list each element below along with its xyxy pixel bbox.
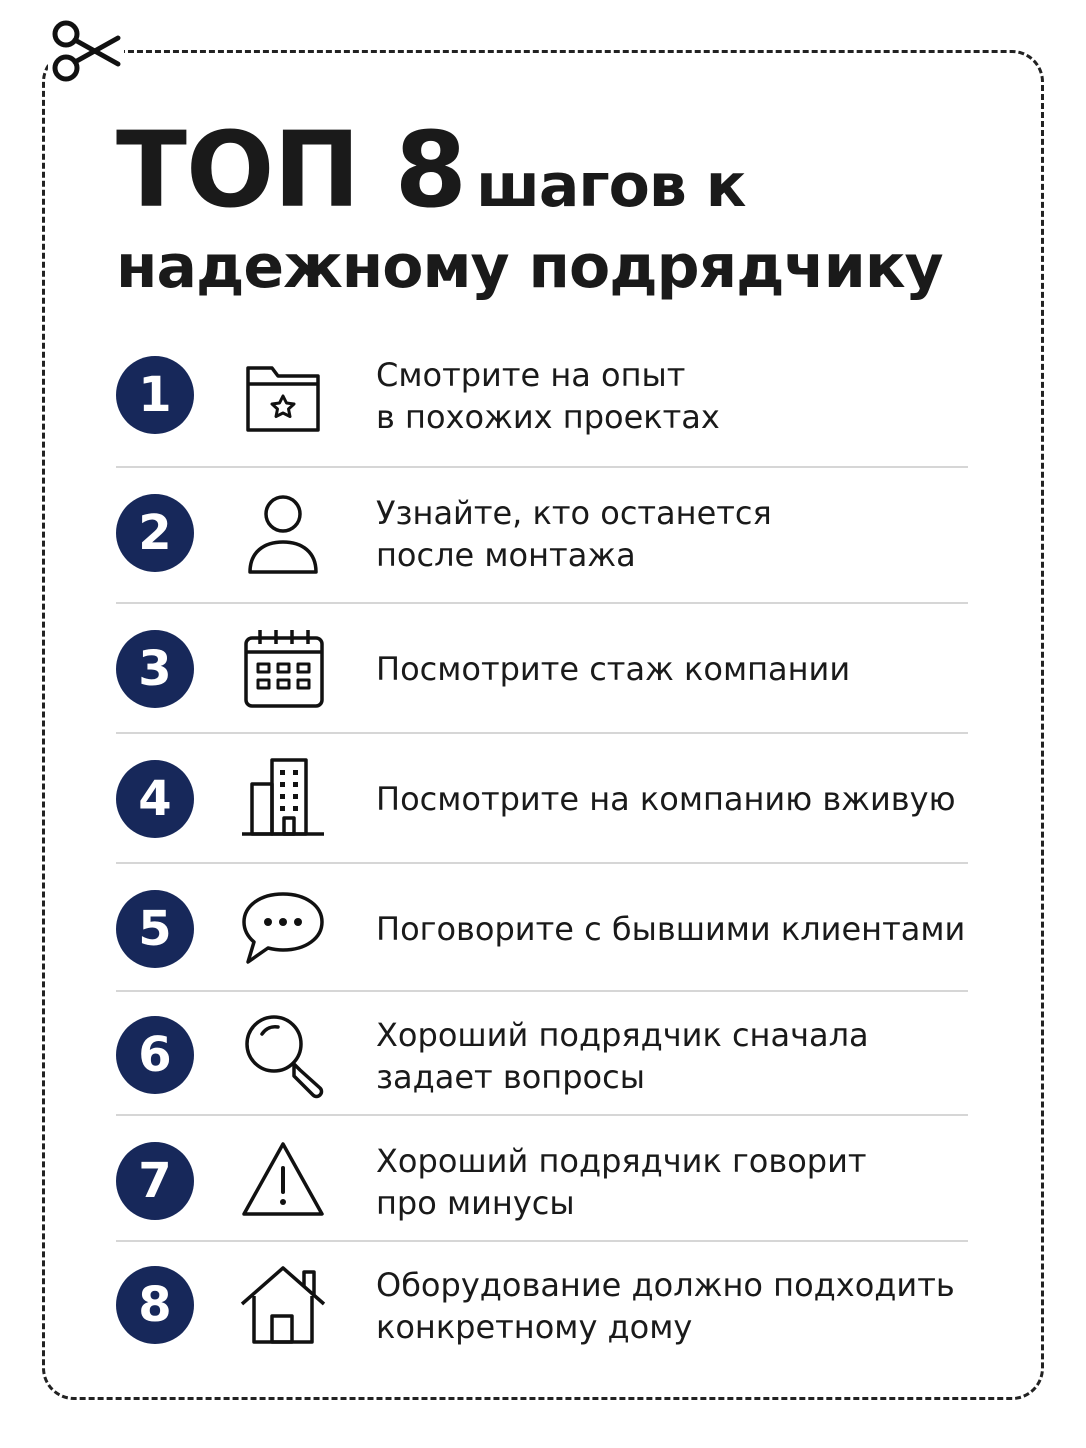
step-text: Смотрите на опыт в похожих проектах bbox=[376, 356, 720, 436]
step-text: Посмотрите на компанию вживую bbox=[376, 780, 956, 818]
step-number-badge: 7 bbox=[116, 1142, 194, 1220]
divider bbox=[116, 1114, 968, 1116]
step-number-badge: 6 bbox=[116, 1016, 194, 1094]
warning-icon bbox=[238, 1136, 328, 1226]
scissors-icon bbox=[48, 18, 124, 84]
magnifier-icon bbox=[238, 1010, 328, 1100]
step-text: Узнайте, кто останется после монтажа bbox=[376, 494, 772, 574]
step-text: Посмотрите стаж компании bbox=[376, 650, 851, 688]
step-number-badge: 8 bbox=[116, 1266, 194, 1344]
step-number-badge: 1 bbox=[116, 356, 194, 434]
step-text: Поговорите с бывшими клиентами bbox=[376, 910, 966, 948]
step-number-badge: 2 bbox=[116, 494, 194, 572]
step-text: Хороший подрядчик сначала задает вопросы bbox=[376, 1016, 869, 1096]
divider bbox=[116, 602, 968, 604]
step-number-badge: 4 bbox=[116, 760, 194, 838]
title-number: ТОП 8 bbox=[116, 109, 466, 231]
divider bbox=[116, 732, 968, 734]
divider bbox=[116, 862, 968, 864]
title-rest: шагов к bbox=[476, 151, 746, 221]
calendar-icon bbox=[238, 624, 328, 714]
step-number-badge: 5 bbox=[116, 890, 194, 968]
building-icon bbox=[238, 754, 328, 844]
divider bbox=[116, 466, 968, 468]
page-title bbox=[116, 109, 1036, 302]
step-text: Оборудование должно подходить конкретному дому bbox=[376, 1266, 955, 1346]
divider bbox=[116, 1240, 968, 1242]
step-text: Хороший подрядчик говорит про минусы bbox=[376, 1142, 867, 1222]
title-line2: надежному подрядчику bbox=[116, 232, 943, 302]
house-icon bbox=[238, 1260, 328, 1350]
step-number-badge: 3 bbox=[116, 630, 194, 708]
chat-bubble-icon bbox=[238, 884, 328, 974]
divider bbox=[116, 990, 968, 992]
user-icon bbox=[238, 490, 328, 580]
folder-star-icon bbox=[238, 350, 328, 440]
